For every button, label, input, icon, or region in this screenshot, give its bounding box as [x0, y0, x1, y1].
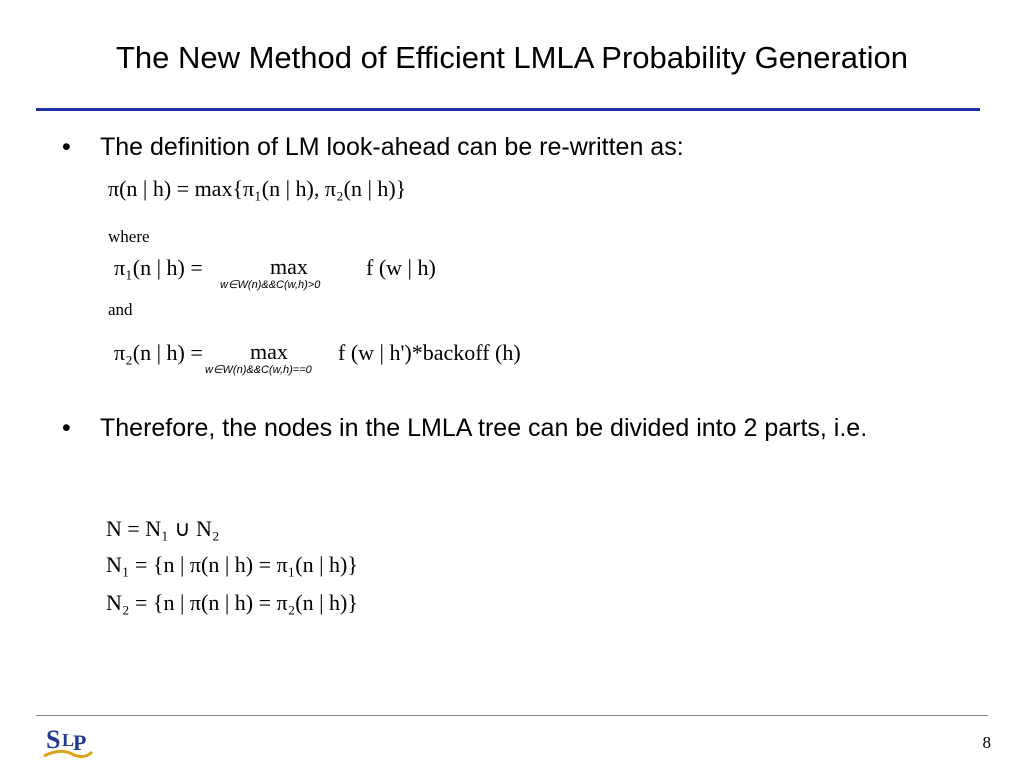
- equation-pi1-lhs: π₁(n | h) =: [114, 255, 203, 280]
- slp-logo: [42, 722, 94, 762]
- bullet-marker: •: [62, 133, 71, 161]
- equation-set-n2: N₂ = {n | π(n | h) = π₂(n | h)}: [106, 590, 358, 615]
- equation-pi2-max: max: [250, 339, 288, 364]
- bullet-text: The definition of LM look-ahead can be re-written as:: [100, 133, 684, 161]
- equation-set-union: N = N₁ ∪ N₂: [106, 516, 220, 541]
- slide-title: The New Method of Efficient LMLA Probability Generation: [115, 40, 909, 75]
- and-label: and: [108, 300, 133, 319]
- page-number: 8: [982, 733, 991, 752]
- svg-text:P: P: [73, 730, 87, 755]
- svg-text:L: L: [62, 730, 75, 750]
- equation-pi2-lhs: π₂(n | h) =: [114, 340, 203, 365]
- svg-text:S: S: [46, 725, 61, 754]
- bullet-marker: •: [62, 414, 71, 442]
- footer-divider: [36, 715, 988, 716]
- equation-pi2-condition: w∈W(n)&&C(w,h)==0: [205, 364, 312, 376]
- title-divider: [36, 108, 980, 111]
- equation-pi-definition: π(n | h) = max{π₁(n | h), π₂(n | h)}: [108, 176, 407, 201]
- equation-pi1-condition: w∈W(n)&&C(w,h)>0: [220, 279, 321, 291]
- bullet-text: Therefore, the nodes in the LMLA tree can be divided into 2 parts, i.e.: [100, 414, 868, 442]
- where-label: where: [108, 227, 150, 246]
- equation-set-n1: N₁ = {n | π(n | h) = π₁(n | h)}: [106, 552, 358, 577]
- equation-pi1-max: max: [270, 254, 308, 279]
- equation-pi2-rhs: f (w | h')*backoff (h): [338, 340, 521, 365]
- equation-pi1-rhs: f (w | h): [366, 255, 436, 280]
